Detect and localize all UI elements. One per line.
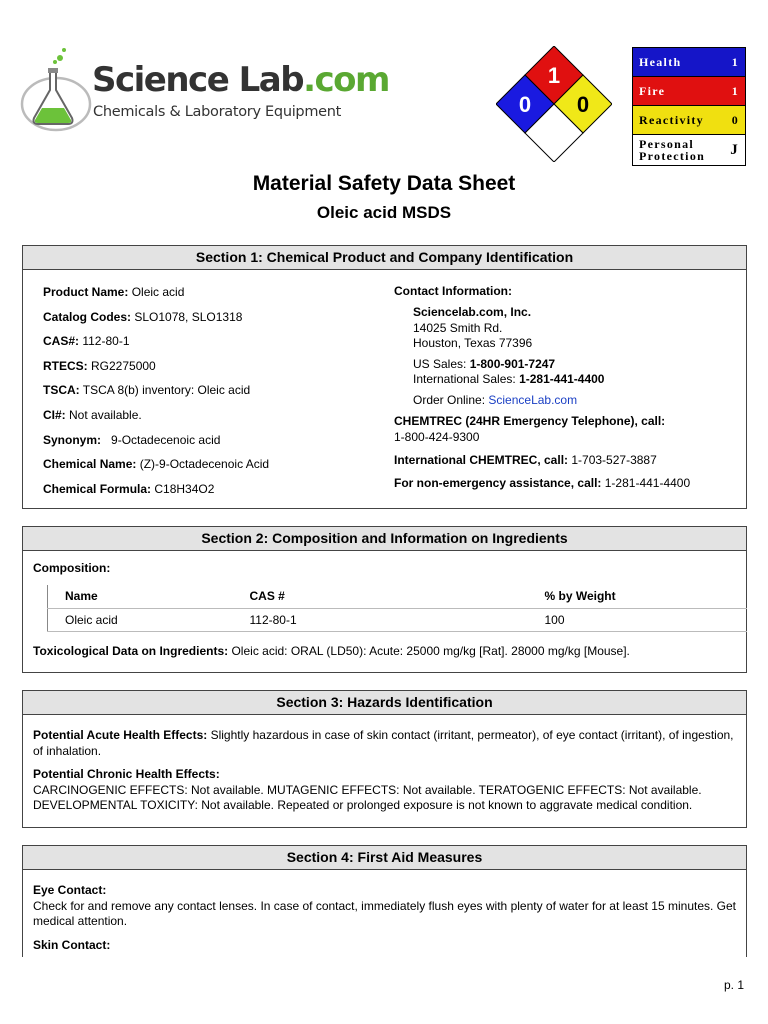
sciencelab-logo[interactable] <box>20 46 389 134</box>
ingredient-name: Oleic acid <box>48 608 233 631</box>
section-heading: Section 1: Chemical Product and Company Identification <box>23 246 746 270</box>
international-chemtrec: International CHEMTREC, call: 1-703-527-3887 <box>394 453 657 467</box>
nfpa-diamond <box>496 46 612 162</box>
ci-number: CI#: Not available. <box>43 407 142 422</box>
hmis-health-row: Health 1 <box>633 48 745 77</box>
nfpa-reactivity-value: 0 <box>576 92 590 117</box>
synonym: Synonym: 9-Octadecenoic acid <box>43 432 221 447</box>
hmis-rating-table <box>632 47 746 166</box>
document-subtitle: Oleic acid MSDS <box>316 203 452 222</box>
section-2-composition <box>22 526 747 673</box>
product-name: Product Name: Oleic acid <box>43 285 185 299</box>
contact-label: Contact Information: <box>394 284 512 298</box>
order-online: Order Online: ScienceLab.com <box>413 392 578 407</box>
chemtrec: CHEMTREC (24HR Emergency Telephone), call: 1-800-424-9300 <box>394 414 666 444</box>
flask-icon <box>20 46 92 134</box>
hmis-reactivity-row: Reactivity 0 <box>633 106 745 135</box>
ingredient-weight: 100 <box>528 608 748 631</box>
composition-table <box>47 585 747 632</box>
section-3-hazards <box>22 690 747 828</box>
address-line-2: Houston, Texas 77396 <box>413 336 533 350</box>
cas-number: CAS#: 112-80-1 <box>43 334 130 349</box>
section-heading: Section 2: Composition and Information on Ingredients <box>23 527 746 551</box>
sciencelab-link[interactable]: ScienceLab.com <box>488 392 578 407</box>
nfpa-fire-value: 1 <box>547 63 561 88</box>
eye-contact: Eye Contact: Check for and remove any contact lenses. In case of contact, immediately flush eyes with plenty of water for at least 15 minutes. Get medical attention. <box>33 883 737 928</box>
tsca: TSCA: TSCA 8(b) inventory: Oleic acid <box>43 383 251 398</box>
section-heading: Section 4: First Aid Measures <box>23 846 746 870</box>
us-sales: US Sales: 1-800-901-7247 <box>413 356 556 371</box>
company-name: Sciencelab.com, Inc. <box>413 305 532 319</box>
hmis-personal-protection-row: Personal Protection J <box>633 135 745 165</box>
column-header-weight: % by Weight <box>528 585 748 608</box>
nfpa-health-value: 0 <box>518 92 532 117</box>
chemical-name: Chemical Name: (Z)-9-Octadecenoic Acid <box>43 457 270 472</box>
section-heading: Section 3: Hazards Identification <box>23 691 746 715</box>
product-info <box>43 284 383 505</box>
address-line-1: 14025 Smith Rd. <box>413 320 503 335</box>
non-emergency-assistance: For non-emergency assistance, call: 1-281-441-4400 <box>394 476 691 490</box>
column-header-cas: CAS # <box>233 585 528 608</box>
section-1-identification <box>22 245 747 509</box>
section-4-first-aid <box>22 845 747 957</box>
hmis-fire-row: Fire 1 <box>633 77 745 106</box>
chronic-health-effects: Potential Chronic Health Effects: CARCINOGENIC EFFECTS: Not available. MUTAGENIC EFFECTS: Not available. TERATOGENIC EFFECTS: Not available. DEVELOPMENTAL TOXICITY: Not available. Repeated or prolonged exposure is not known to aggravate medical condition. <box>33 767 702 812</box>
column-header-name: Name <box>48 585 233 608</box>
skin-contact: Skin Contact: <box>33 938 111 952</box>
toxicological-data: Toxicological Data on Ingredients: Oleic acid: ORAL (LD50): Acute: 25000 mg/kg [Rat]. 28000 mg/kg [Mouse]. <box>33 644 630 658</box>
ingredient-cas: 112-80-1 <box>233 608 528 631</box>
page-number: p. 1 <box>723 978 744 992</box>
acute-health-effects: Potential Acute Health Effects: Slightly hazardous in case of skin contact (irritant, permeator), of eye contact (irritant), of ingestion, of inhalation. <box>33 728 734 758</box>
logo-tagline: Chemicals & Laboratory Equipment <box>93 104 342 120</box>
chemical-formula: Chemical Formula: C18H34O2 <box>43 481 215 496</box>
international-sales: International Sales: 1-281-441-4400 <box>413 372 605 386</box>
logo-wordmark: Science Lab.com <box>92 60 389 100</box>
table-row <box>48 608 748 631</box>
rtecs: RTECS: RG2275000 <box>43 358 156 373</box>
composition-label: Composition: <box>33 561 111 575</box>
catalog-codes: Catalog Codes: SLO1078, SLO1318 <box>43 309 243 324</box>
contact-info <box>394 284 734 490</box>
document-title: Material Safety Data Sheet <box>252 172 516 195</box>
